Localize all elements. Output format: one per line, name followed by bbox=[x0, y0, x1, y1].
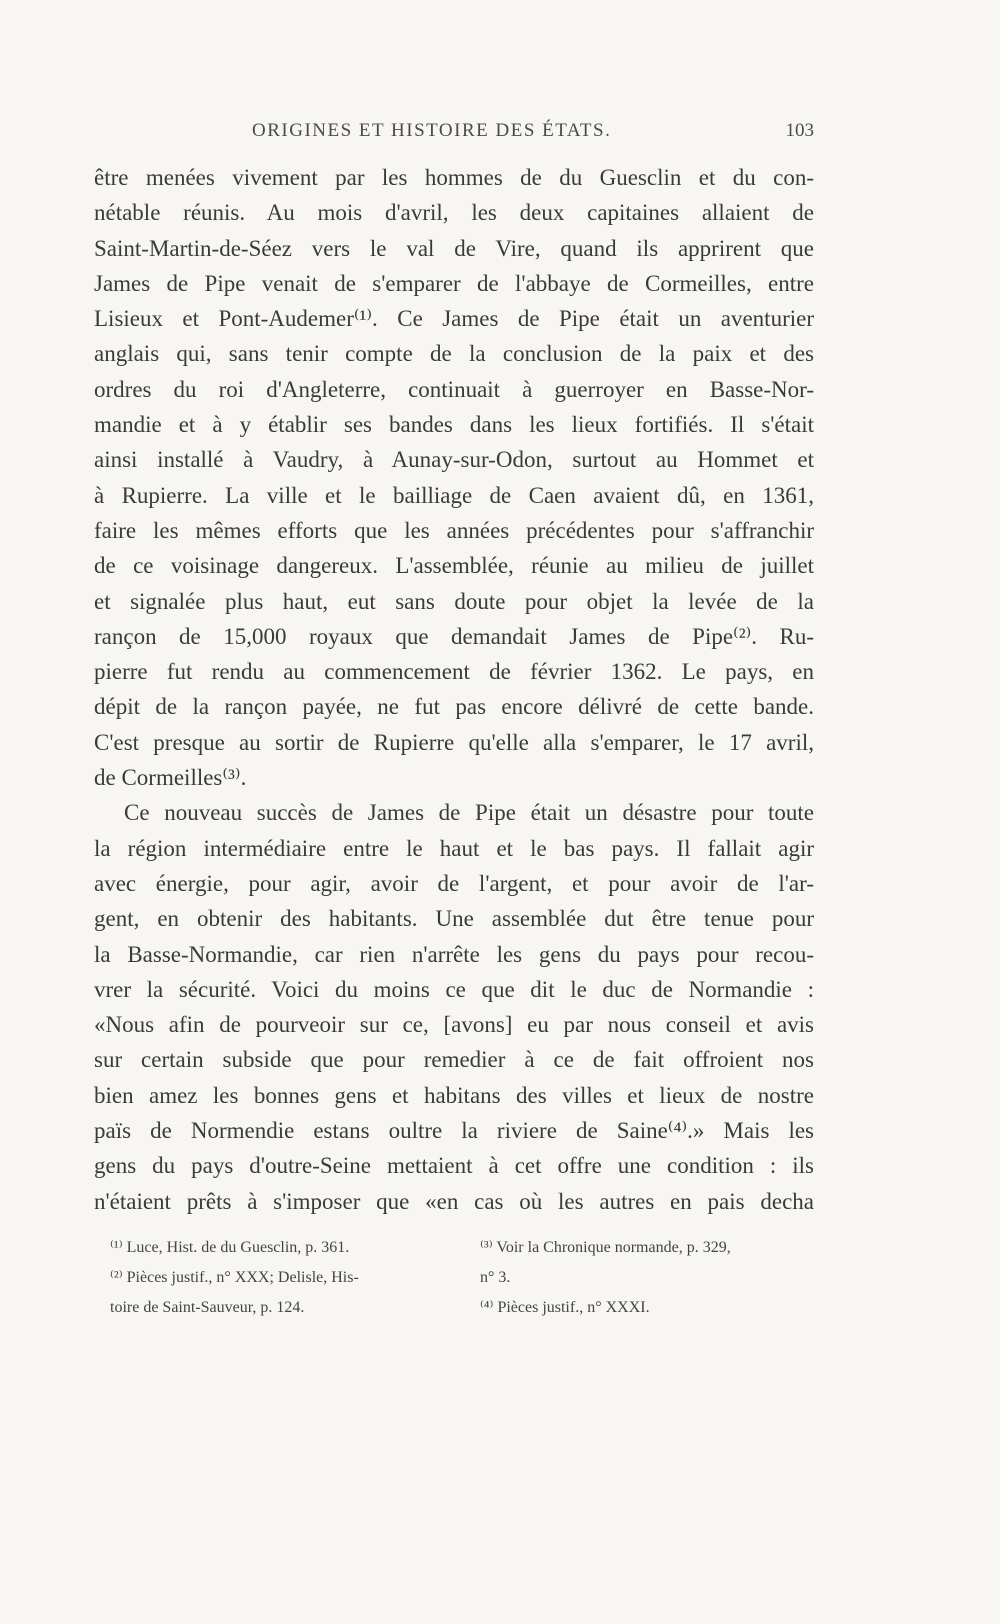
text-line: sur certain subside que pour remedier à ce de fait offroient nos bbox=[94, 1047, 814, 1073]
text-line: n'étaient prêts à s'imposer que «en cas où les autres en pais decha bbox=[94, 1188, 814, 1214]
body-text bbox=[94, 160, 814, 1219]
text-line: être menées vivement par les hommes de du Guesclin et du con- bbox=[94, 165, 814, 190]
text-line: bien amez les bonnes gens et habitans des villes et lieux de nostre bbox=[94, 1082, 814, 1108]
footnote-line: ⁽²⁾ Pièces justif., n° XXX; Delisle, His- bbox=[110, 1269, 359, 1286]
footnotes-right-column bbox=[480, 1233, 820, 1323]
text-line: gens du pays d'outre-Seine mettaient à cet offre une condition : ils bbox=[94, 1153, 814, 1179]
page-number: 103 bbox=[785, 120, 814, 141]
text-line: vrer la sécurité. Voici du moins ce que dit le duc de Normandie : bbox=[94, 976, 814, 1002]
footnote-line: toire de Saint-Sauveur, p. 124. bbox=[110, 1299, 305, 1316]
text-line: ainsi installé à Vaudry, à Aunay-sur-Odon, surtout au Hommet et bbox=[94, 447, 814, 473]
text-line: avec énergie, pour agir, avoir de l'argent, et pour avoir de l'ar- bbox=[94, 870, 814, 896]
footnote-line: n° 3. bbox=[480, 1269, 511, 1286]
text-line: ordres du roi d'Angleterre, continuait à guerroyer en Basse-Nor- bbox=[94, 376, 814, 402]
text-line: païs de Normendie estans oultre la riviere de Saine⁽⁴⁾.» Mais les bbox=[94, 1118, 814, 1144]
text-line: et signalée plus haut, eut sans doute pour objet la levée de la bbox=[94, 588, 814, 614]
running-head bbox=[94, 120, 814, 150]
text-line: gent, en obtenir des habitants. Une assemblée dut être tenue pour bbox=[94, 906, 814, 932]
text-line: de Cormeilles⁽³⁾. bbox=[94, 765, 247, 791]
footnote-line: ⁽⁴⁾ Pièces justif., n° XXXI. bbox=[480, 1299, 650, 1316]
footnote-line: ⁽¹⁾ Luce, Hist. de du Guesclin, p. 361. bbox=[110, 1239, 350, 1256]
running-title: ORIGINES ET HISTOIRE DES ÉTATS. bbox=[252, 120, 612, 141]
text-line: Ce nouveau succès de James de Pipe était un désastre pour toute bbox=[124, 800, 814, 826]
text-line: dépit de la rançon payée, ne fut pas encore délivré de cette bande. bbox=[94, 694, 814, 720]
text-line: mandie et à y établir ses bandes dans les lieux fortifiés. Il s'était bbox=[94, 412, 814, 438]
text-line: Lisieux et Pont-Audemer⁽¹⁾. Ce James de Pipe était un aventurier bbox=[94, 306, 814, 332]
text-line: C'est presque au sortir de Rupierre qu'elle alla s'emparer, le 17 avril, bbox=[94, 729, 814, 755]
text-line: la Basse-Normandie, car rien n'arrête les gens du pays pour recou- bbox=[94, 941, 814, 967]
text-line: de ce voisinage dangereux. L'assemblée, réunie au milieu de juillet bbox=[94, 553, 814, 579]
text-line: «Nous afin de pourveoir sur ce, [avons] eu par nous conseil et avis bbox=[94, 1012, 814, 1038]
text-line: la région intermédiaire entre le haut et le bas pays. Il fallait agir bbox=[94, 835, 814, 861]
text-line: nétable réunis. Au mois d'avril, les deux capitaines allaient de bbox=[94, 200, 814, 226]
text-line: pierre fut rendu au commencement de février 1362. Le pays, en bbox=[94, 659, 814, 685]
text-line: à Rupierre. La ville et le bailliage de Caen avaient dû, en 1361, bbox=[94, 482, 814, 508]
text-line: Saint-Martin-de-Séez vers le val de Vire, quand ils apprirent que bbox=[94, 235, 814, 261]
footnote-line: ⁽³⁾ Voir la Chronique normande, p. 329, bbox=[480, 1239, 731, 1256]
text-line: rançon de 15,000 royaux que demandait James de Pipe⁽²⁾. Ru- bbox=[94, 623, 814, 649]
footnotes-left-column bbox=[110, 1233, 440, 1323]
text-line: anglais qui, sans tenir compte de la conclusion de la paix et des bbox=[94, 341, 814, 367]
text-line: faire les mêmes efforts que les années précédentes pour s'affranchir bbox=[94, 517, 814, 543]
text-line: James de Pipe venait de s'emparer de l'abbaye de Cormeilles, entre bbox=[94, 270, 814, 296]
